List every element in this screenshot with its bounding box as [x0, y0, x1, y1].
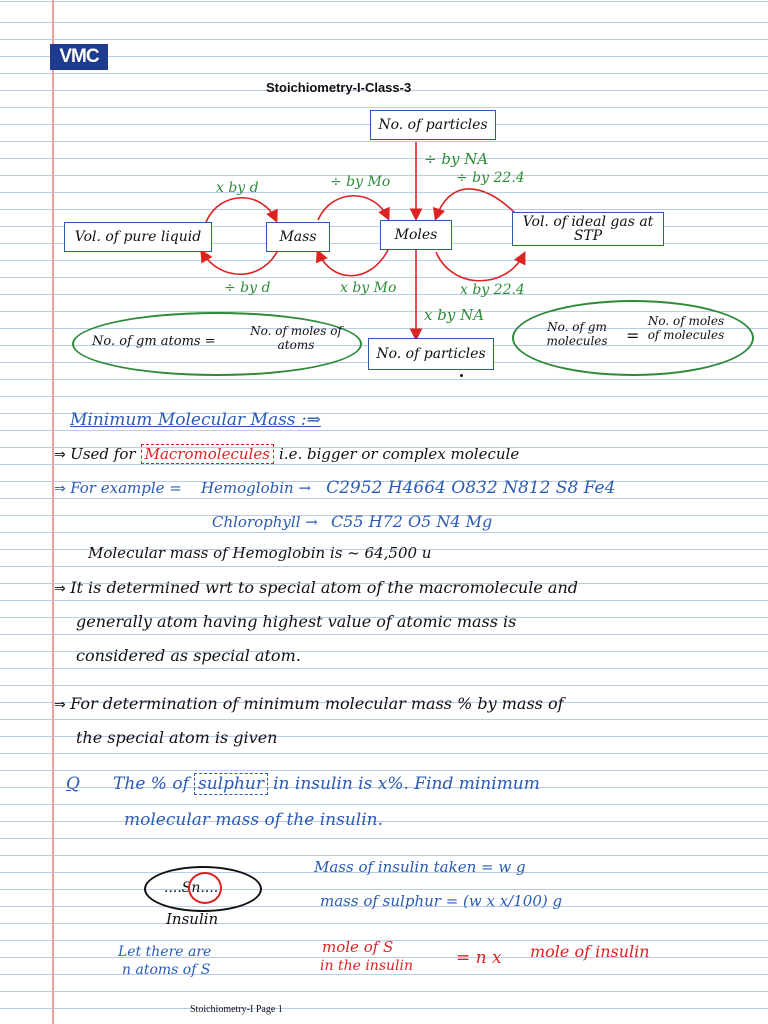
bullet-arrow: ⇒	[54, 481, 71, 497]
gm-molecules-left: No. of gm molecules	[546, 320, 608, 348]
bullet-arrow: ⇒	[54, 581, 71, 597]
bullet-arrow: ⇒	[54, 447, 71, 463]
question-label: Q	[66, 774, 80, 794]
gm-atoms-left: No. of gm atoms =	[92, 334, 216, 349]
mass-sulphur-line: mass of sulphur = (w x x/100) g	[320, 892, 563, 910]
sn-circle	[188, 872, 222, 904]
question-suffix: in insulin is x%. Find minimum	[273, 774, 540, 794]
hemoglobin-formula: C2952 H4664 O832 N812 S8 Fe4	[326, 478, 616, 498]
determination-line-2: the special atom is given	[76, 728, 278, 747]
label-div-by-mo: ÷ by Mo	[330, 174, 391, 190]
bullet-arrow: ⇒	[54, 697, 71, 713]
mole-insulin: mole of insulin	[530, 942, 650, 961]
mass-taken-line: Mass of insulin taken = w g	[314, 858, 526, 876]
label-div-by-na: ÷ by NA	[424, 150, 489, 168]
determined-line-3: considered as special atom.	[76, 646, 301, 665]
chlorophyll-line	[212, 512, 492, 531]
arrow-liquid-to-mass	[206, 198, 276, 222]
determined-line-2: generally atom having highest value of atomic mass is	[76, 612, 517, 631]
let-line-1: Let there are	[118, 944, 212, 960]
sulphur-term: sulphur	[194, 773, 268, 795]
insulin-label: Insulin	[166, 910, 219, 928]
gm-molecules-right: No. of moles of molecules	[647, 314, 725, 342]
page-footer: Stoichiometry-I Page 1	[190, 1004, 283, 1015]
label-div-by-224: ÷ by 22.4	[456, 170, 525, 186]
arrow-moles-to-mass	[318, 250, 388, 276]
label-x-by-mo: x by Mo	[340, 280, 397, 296]
question-line-1	[66, 774, 540, 794]
mole-s-line-2: in the insulin	[320, 958, 413, 974]
arrow-gas-to-moles	[436, 189, 516, 218]
arrow-mass-to-liquid	[202, 250, 278, 274]
used-prefix: Used for	[70, 445, 136, 463]
question-line-2: molecular mass of the insulin.	[124, 810, 383, 830]
box-vol-gas: Vol. of ideal gas at STP	[512, 212, 664, 246]
ellipse-gm-molecules	[512, 300, 754, 376]
chlorophyll-formula: C55 H72 O5 N4 Mg	[330, 512, 493, 531]
ellipse-gm-atoms	[72, 312, 362, 376]
used-suffix: i.e. bigger or complex molecule	[279, 445, 520, 463]
chlorophyll-label: Chlorophyll →	[212, 513, 318, 531]
vmc-logo: VMC	[50, 44, 108, 70]
label-x-by-224: x by 22.4	[460, 282, 525, 298]
box-vol-liquid: Vol. of pure liquid	[64, 222, 212, 252]
determined-line-1: ⇒ It is determined wrt to special atom of the macromolecule and	[54, 578, 578, 597]
box-mass: Mass	[266, 222, 330, 252]
macromolecules-term: Macromolecules	[141, 444, 274, 464]
gm-molecules-eq: =	[626, 326, 640, 345]
example-line	[54, 478, 615, 498]
page-title: Stoichiometry-I-Class-3	[266, 80, 412, 95]
box-moles: Moles	[380, 220, 452, 250]
label-x-by-na: x by NA	[424, 306, 485, 324]
mole-s-line-1: mole of S	[322, 938, 394, 956]
box-particles-bottom: No. of particles	[368, 338, 494, 370]
gm-atoms-right: No. of moles of atoms	[250, 324, 342, 352]
label-div-by-d: ÷ by d	[224, 280, 271, 296]
insulin-ellipse-text: ....Sn....	[164, 880, 219, 896]
hemoglobin-label: Hemoglobin →	[200, 479, 312, 497]
question-prefix: The % of	[113, 774, 189, 794]
arrow-moles-to-gas	[436, 252, 524, 281]
dot-mark	[460, 374, 463, 377]
box-particles-top: No. of particles	[370, 110, 496, 140]
arrow-mass-to-moles	[318, 196, 388, 220]
margin-line	[52, 0, 54, 1024]
determination-line-1: ⇒ For determination of minimum molecular mass % by mass of	[54, 694, 564, 713]
example-label: For example =	[70, 479, 182, 497]
let-line-2: n atoms of S	[122, 962, 211, 978]
heading-minimum-molecular-mass: Minimum Molecular Mass :⇒	[70, 410, 321, 430]
used-for-line	[54, 444, 519, 463]
mole-eq: = n x	[456, 948, 502, 968]
molecular-mass-line: Molecular mass of Hemoglobin is ~ 64,500 u	[88, 544, 432, 562]
label-x-by-d: x by d	[216, 180, 259, 196]
